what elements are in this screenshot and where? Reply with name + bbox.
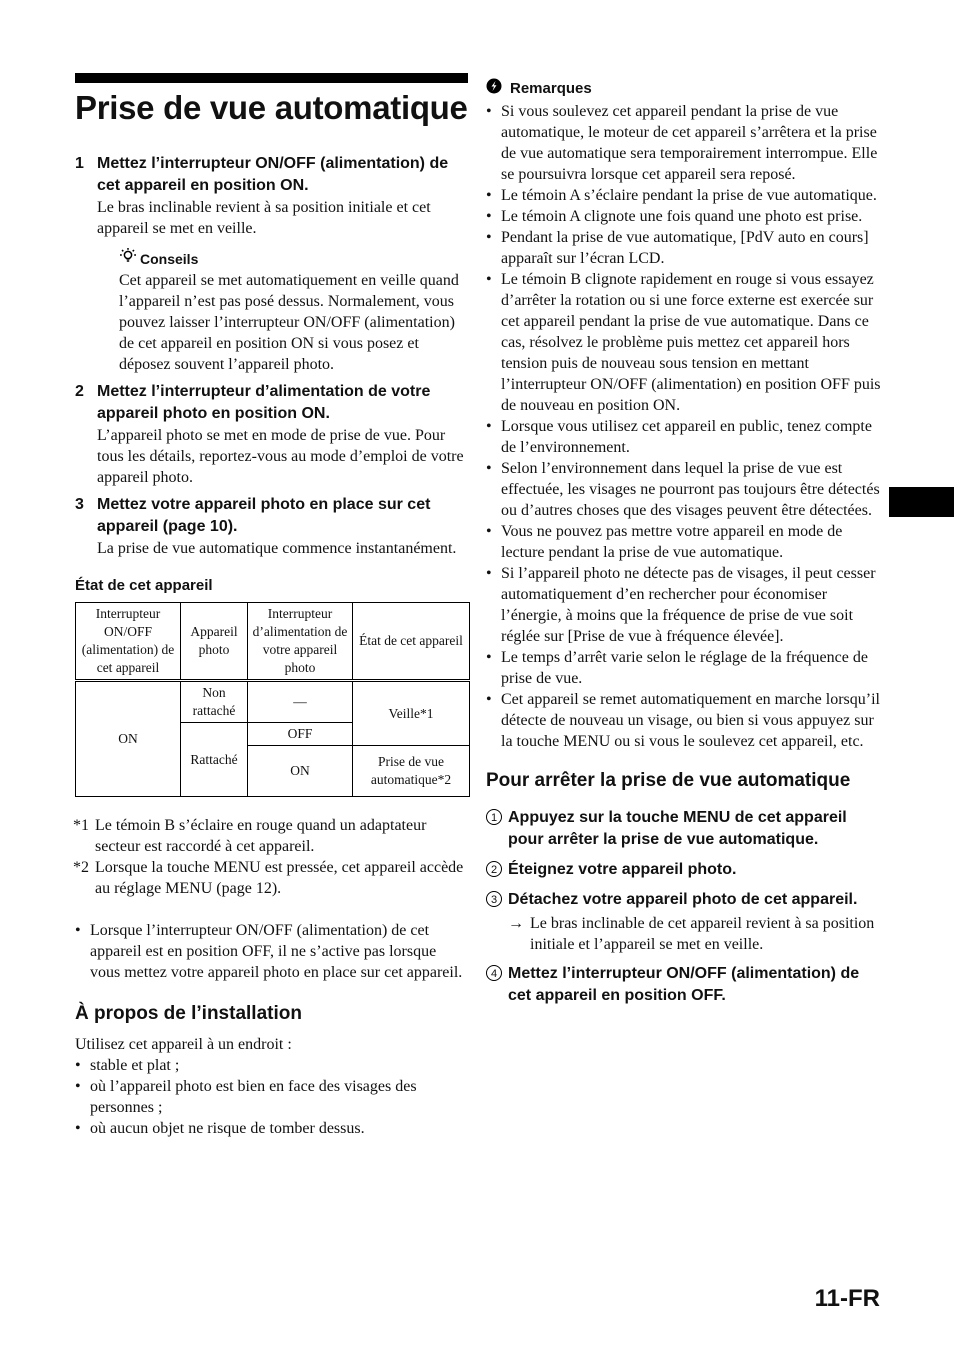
arrow-icon: → bbox=[508, 915, 524, 932]
step-number-circle: 1 bbox=[486, 809, 502, 825]
remarks-heading bbox=[486, 78, 884, 100]
list-item: • Cet appareil se remet automatiquement en marche lorsqu’il détecte de nouveau un visage, ou bien si vous appuyez sur la touche MENU ou si vous le soulevez cet appareil, etc. bbox=[486, 691, 880, 750]
tip-text: Cet appareil se met automatiquement en veille quand l’appareil n’est pas posé dessus. Normalement, vous pouvez laisser l’interrupteur ON/OFF (alimentation) de cet appareil en position ON si vous posez et déposez souvent l’appareil photo. bbox=[119, 272, 459, 373]
footnote-text: Lorsque la touche MENU est pressée, cet appareil accède au réglage MENU (page 12). bbox=[95, 859, 464, 897]
remarks-label: Remarques bbox=[510, 80, 592, 97]
footnote bbox=[73, 815, 470, 857]
list-item: • Le témoin A clignote une fois quand une photo est prise. bbox=[486, 208, 863, 225]
list-item-text: Le témoin A clignote une fois quand une photo est prise. bbox=[501, 208, 863, 225]
step-number: 3 bbox=[75, 496, 84, 513]
page-title: Prise de vue automatique bbox=[75, 89, 468, 126]
step-body: La prise de vue automatique commence instantanément. bbox=[97, 540, 457, 557]
tip-label: Conseils bbox=[140, 250, 199, 267]
table-cell: Rattaché bbox=[181, 723, 248, 797]
step-heading: Mettez votre appareil photo en place sur cet appareil (page 10). bbox=[97, 496, 431, 535]
state-table-heading: État de cet appareil bbox=[75, 577, 213, 594]
step-body: Le bras inclinable revient à sa position initiale et cet appareil se met en veille. bbox=[97, 199, 431, 237]
step-heading: Mettez l’interrupteur d’alimentation de votre appareil photo en position ON. bbox=[97, 383, 431, 422]
table-row bbox=[76, 681, 470, 723]
step-number-circle: 4 bbox=[486, 965, 502, 981]
stop-step-1 bbox=[486, 807, 884, 851]
stop-step-text: Détachez votre appareil photo de cet appareil. bbox=[508, 891, 858, 908]
list-item: • Pendant la prise de vue automatique, [PdV auto en cours] apparaît sur l’écran LCD. bbox=[486, 229, 869, 267]
table-header-row bbox=[76, 603, 470, 681]
step-number: 1 bbox=[75, 155, 84, 172]
list-item-text: Selon l’environnement dans lequel la prise de vue est effectuée, les visages ne pourront pas toujours être détectés ou d’autres choses que des visages peuvent être détectées. bbox=[501, 460, 880, 519]
list-item-text: Si l’appareil photo ne détecte pas de visages, il peut cesser automatiquement d’en rechercher pour économiser l’énergie, à moins que la fréquence de prise de vue soit réglée sur [Prise de vue à fréquence élevée]. bbox=[501, 565, 876, 645]
list-item: • où l’appareil photo est bien en face des visages des personnes ; bbox=[75, 1078, 417, 1116]
stop-step-3 bbox=[486, 889, 884, 955]
table-cell: — bbox=[248, 681, 353, 723]
table-cell: Veille*1 bbox=[353, 681, 470, 746]
result-line bbox=[508, 913, 884, 955]
step-1 bbox=[75, 153, 470, 375]
step-number-circle: 2 bbox=[486, 861, 502, 877]
list-item: • où aucun objet ne risque de tomber dessus. bbox=[75, 1120, 365, 1137]
table-cell: ON bbox=[76, 681, 181, 797]
list-item: • Le témoin B clignote rapidement en rouge si vous essayez d’arrêter la rotation ou si une force externe est exercée sur cet appareil pendant la prise de vue automatique. Dans ce cas, résolvez le problème puis mettez cet appareil hors tension puis de nouveau sous tension en mettant l’interrupteur ON/OFF (alimentation) en position OFF puis de nouveau en position ON. bbox=[486, 271, 881, 414]
list-item-text: Le témoin B clignote rapidement en rouge si vous essayez d’arrêter la rotation ou si une force externe est exercée sur cet appareil pendant la prise de vue automatique. Dans ce cas, résolvez le problème puis mettez cet appareil hors tension puis de nouveau sous tension en mettant l’interrupteur ON/OFF (alimentation) en position OFF puis de nouveau en position ON. bbox=[501, 271, 881, 414]
list-item-text: Le témoin A s’éclaire pendant la prise de vue automatique. bbox=[501, 187, 877, 204]
left-column bbox=[75, 73, 470, 1139]
result-text: Le bras inclinable de cet appareil revient à sa position initiale et l’appareil se met en veille. bbox=[530, 915, 875, 953]
table-cell: Non rattaché bbox=[181, 681, 248, 723]
warning-icon bbox=[486, 78, 502, 100]
table-cell: OFF bbox=[248, 723, 353, 746]
list-item: • Lorsque vous utilisez cet appareil en public, tenez compte de l’environnement. bbox=[486, 418, 872, 456]
list-item: • stable et plat ; bbox=[75, 1057, 180, 1074]
stop-heading: Pour arrêter la prise de vue automatique bbox=[486, 770, 851, 791]
state-table bbox=[75, 602, 470, 797]
list-item-text: Pendant la prise de vue automatique, [PdV auto en cours] apparaît sur l’écran LCD. bbox=[501, 229, 869, 267]
list-item-text: Lorsque vous utilisez cet appareil en public, tenez compte de l’environnement. bbox=[501, 418, 872, 456]
list-item: • Si l’appareil photo ne détecte pas de visages, il peut cesser automatiquement d’en rechercher pour économiser l’énergie, à moins que la fréquence de prise de vue soit réglée sur [Prise de vue à fréquence élevée]. bbox=[486, 565, 876, 645]
stop-step-text: Mettez l’interrupteur ON/OFF (alimentation) de cet appareil en position OFF. bbox=[508, 965, 860, 1004]
installation-heading: À propos de l’installation bbox=[75, 1003, 302, 1024]
table-cell: Prise de vue automatique*2 bbox=[353, 746, 470, 797]
list-item: • Le témoin A s’éclaire pendant la prise de vue automatique. bbox=[486, 187, 877, 204]
right-column bbox=[486, 78, 884, 1015]
list-item-text: Vous ne pouvez pas mettre votre appareil en mode de lecture pendant la prise de vue automatique. bbox=[501, 523, 843, 561]
list-item: • Vous ne pouvez pas mettre votre appareil en mode de lecture pendant la prise de vue automatique. bbox=[486, 523, 843, 561]
step-heading: Mettez l’interrupteur ON/OFF (alimentation) de cet appareil en position ON. bbox=[97, 155, 449, 194]
list-item: • Si vous soulevez cet appareil pendant la prise de vue automatique, le moteur de cet appareil s’arrêtera et la prise de vue automatique sera temporairement interrompue. Elle se poursuivra lorsque cet appareil sera reposé. bbox=[486, 103, 878, 183]
stop-step-text: Appuyez sur la touche MENU de cet appareil pour arrêter la prise de vue automatique. bbox=[508, 809, 847, 848]
list-item-text: Le temps d’arrêt varie selon le réglage de la fréquence de prise de vue. bbox=[501, 649, 868, 687]
list-item-text: Si vous soulevez cet appareil pendant la prise de vue automatique, le moteur de cet appareil s’arrêtera et la prise de vue automatique sera temporairement interrompue. Elle se poursuivra lorsque cet appareil sera reposé. bbox=[501, 103, 878, 183]
table-header-cell: État de cet appareil bbox=[353, 603, 470, 681]
installation-intro: Utilisez cet appareil à un endroit : bbox=[75, 1036, 292, 1053]
tip-box bbox=[119, 247, 470, 375]
step-2 bbox=[75, 381, 470, 488]
list-item-text: où aucun objet ne risque de tomber dessus. bbox=[90, 1120, 365, 1137]
section-tab bbox=[889, 487, 954, 517]
title-bar bbox=[75, 73, 468, 83]
note-text: Lorsque l’interrupteur ON/OFF (alimentation) de cet appareil est en position OFF, il ne s’active pas lorsque vous mettez votre appareil photo en place sur cet appareil. bbox=[90, 922, 463, 981]
table-cell: ON bbox=[248, 746, 353, 797]
footnote-mark: *2 bbox=[73, 859, 89, 876]
lightbulb-icon bbox=[119, 247, 137, 270]
footnote-mark: *1 bbox=[73, 817, 89, 834]
stop-step-text: Éteignez votre appareil photo. bbox=[508, 861, 737, 878]
list-item: • Selon l’environnement dans lequel la prise de vue est effectuée, les visages ne pourront pas toujours être détectés ou d’autres choses que des visages peuvent être détectées. bbox=[486, 460, 880, 519]
table-header-cell: Interrupteur ON/OFF (alimentation) de cet appareil bbox=[76, 603, 181, 681]
tip-heading bbox=[119, 247, 470, 270]
list-item-text: Cet appareil se remet automatiquement en marche lorsqu’il détecte de nouveau un visage, ou bien si vous appuyez sur la touche MENU ou si vous le soulevez cet appareil, etc. bbox=[501, 691, 880, 750]
footnote bbox=[73, 857, 470, 899]
step-number-circle: 3 bbox=[486, 891, 502, 907]
stop-step-4 bbox=[486, 963, 884, 1007]
stop-step-2 bbox=[486, 859, 884, 881]
list-item-text: où l’appareil photo est bien en face des visages des personnes ; bbox=[90, 1078, 417, 1116]
list-item: • Le temps d’arrêt varie selon le réglage de la fréquence de prise de vue. bbox=[486, 649, 868, 687]
footnote-text: Le témoin B s’éclaire en rouge quand un adaptateur secteur est raccordé à cet appareil. bbox=[95, 817, 427, 855]
table-header-cell: Interrupteur d’alimentation de votre appareil photo bbox=[248, 603, 353, 681]
step-number: 2 bbox=[75, 383, 84, 400]
table-header-cell: Appareil photo bbox=[181, 603, 248, 681]
note-item: • Lorsque l’interrupteur ON/OFF (alimentation) de cet appareil est en position OFF, il ne s’active pas lorsque vous mettez votre appareil photo en place sur cet appareil. bbox=[75, 922, 463, 981]
step-body: L’appareil photo se met en mode de prise de vue. Pour tous les détails, reportez-vous au mode d’emploi de votre appareil photo. bbox=[97, 427, 464, 486]
step-3 bbox=[75, 494, 470, 559]
footnotes bbox=[75, 815, 470, 899]
page-number: 11-FR bbox=[814, 1285, 880, 1312]
list-item-text: stable et plat ; bbox=[90, 1057, 180, 1074]
